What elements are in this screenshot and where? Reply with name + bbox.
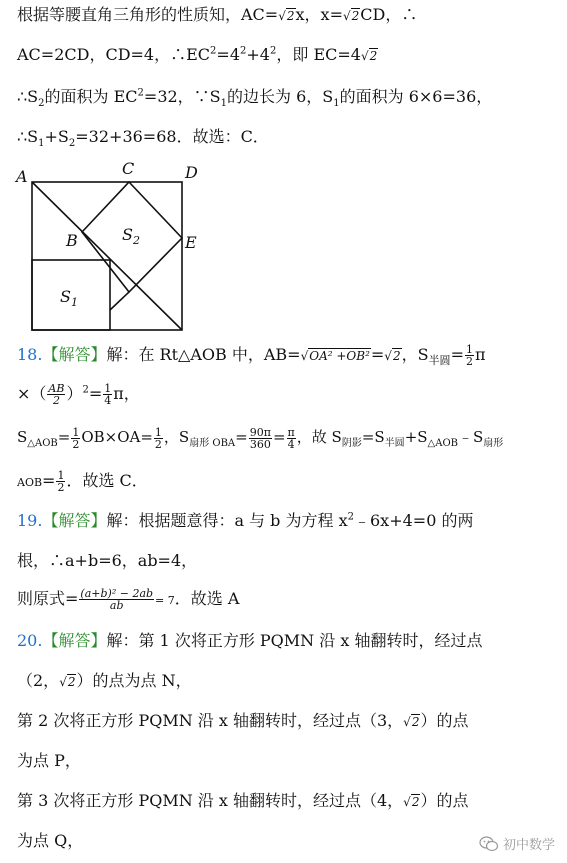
segment	[110, 292, 129, 310]
q20-line-1: 20.【解答】解：第 1 次将正方形 PQMN 沿 x 轴翻转时，经过点	[17, 631, 483, 650]
q18-line-1: 18.【解答】解：在 Rt△AOB 中，AB=√OA² +OB²=√2，$S_{半圆}=$ $\frac{1}{2}$ π	[17, 343, 486, 368]
q18-line-4: AOB= $\frac{1}{2}$ ．故选 C．	[17, 469, 148, 494]
q20-line-4: 为点 P，	[17, 751, 81, 770]
fraction: $\frac{90\pi}{360}$	[249, 425, 271, 451]
question-number: 20.	[17, 631, 43, 650]
square-s1	[32, 260, 110, 330]
fraction: $\frac{1}{2}$	[57, 469, 65, 494]
label-e: E	[185, 233, 197, 252]
sqrt-expression: √OA² +OB²	[300, 349, 370, 363]
q17-line-1	[17, 4, 417, 27]
answer-tag: 【解答】	[42, 631, 107, 650]
sqrt-2: √2	[342, 9, 360, 23]
wechat-icon	[479, 836, 499, 852]
question-number: 18.	[17, 345, 43, 364]
label-d: D	[185, 163, 198, 182]
geometry-figure	[14, 160, 214, 335]
sqrt-2: √2	[278, 9, 295, 23]
q18-line-2: ×（ $\frac{AB}{2}$ ）$^2$= $\frac{1}{4}$ π，	[17, 382, 140, 407]
q19-line-2: 根，∴a+b=6，ab=4，	[17, 551, 198, 570]
sqrt-2: √2	[384, 349, 401, 363]
label-b: B	[66, 231, 78, 250]
question-number: 19.	[17, 511, 43, 530]
fraction: $\frac{\pi}{4}$	[287, 425, 295, 451]
label-c: C	[122, 160, 135, 178]
q20-line-6: 为点 Q，	[17, 831, 84, 850]
q19-line-3: 则原式= $\frac{\text{(a+b)² − 2ab}}{ab}$ = 7．故选 A	[17, 587, 240, 612]
sqrt-2: √2	[403, 715, 420, 729]
fraction: $\frac{AB}{2}$	[48, 382, 65, 407]
answer-tag: 【解答】	[42, 345, 107, 364]
watermark	[479, 834, 555, 853]
q19-line-1: 19.【解答】解：根据题意得：a 与 b 为方程 $x^2﹣6x+4=0$ 的两	[17, 511, 474, 530]
fraction: $\frac{1}{2}$	[72, 425, 80, 451]
label-s1: $S_1$	[60, 287, 78, 309]
q17-line-4: $\therefore S_1+S_2=32+36=68$．故选：C．	[17, 127, 269, 150]
label-s2: $S_2$	[122, 225, 140, 247]
fraction: $\frac{1}{2}$	[465, 343, 473, 368]
text: CD，∴	[360, 5, 418, 24]
label-a: A	[16, 167, 28, 186]
sqrt-2: √2	[59, 675, 76, 689]
text: 根据等腰直角三角形的性质知，AC=	[17, 5, 279, 24]
q18-line-3: $S_{\triangle AOB}=$ $\frac{1}{2}$ OB×OA= $\frac{1}{2}$ ，$S_{扇形 OBA}=$ $\frac{90\pi}{360}$ = $\frac{\pi}{4}$ ，故 $S_{阴影}=S_{半圆}+S_{\triangle AOB}﹣S_{扇形}$	[17, 425, 504, 451]
q20-line-5: 第 3 次将正方形 PQMN 沿 x 轴翻转时，经过点（4，√2）的点	[17, 790, 468, 813]
watermark-text: 初中数学	[502, 838, 555, 853]
sqrt-2: √2	[403, 795, 420, 809]
diagonal-ac	[32, 182, 182, 330]
answer-tag: 【解答】	[42, 511, 107, 530]
text: x，x=	[295, 5, 343, 24]
q20-line-3: 第 2 次将正方形 PQMN 沿 x 轴翻转时，经过点（3，√2）的点	[17, 710, 468, 733]
fraction: $\frac{\text{(a+b)² − 2ab}}{ab}$	[80, 587, 154, 612]
q20-line-2: （2，√2）的点为点 N，	[17, 670, 192, 693]
sqrt-2: √2	[360, 49, 378, 63]
q17-line-2: AC=2CD，CD=4，$\therefore EC^2=4^2+4^2$，即 EC=4√2	[17, 44, 378, 67]
fraction: $\frac{1}{2}$	[154, 425, 162, 451]
fraction: $\frac{1}{4}$	[104, 382, 112, 407]
q17-line-3: $\therefore S_2$的面积为 $EC^2=32$，$\because S_1$的边长为 6，$S_1$的面积为 6×6=36，	[17, 87, 493, 110]
